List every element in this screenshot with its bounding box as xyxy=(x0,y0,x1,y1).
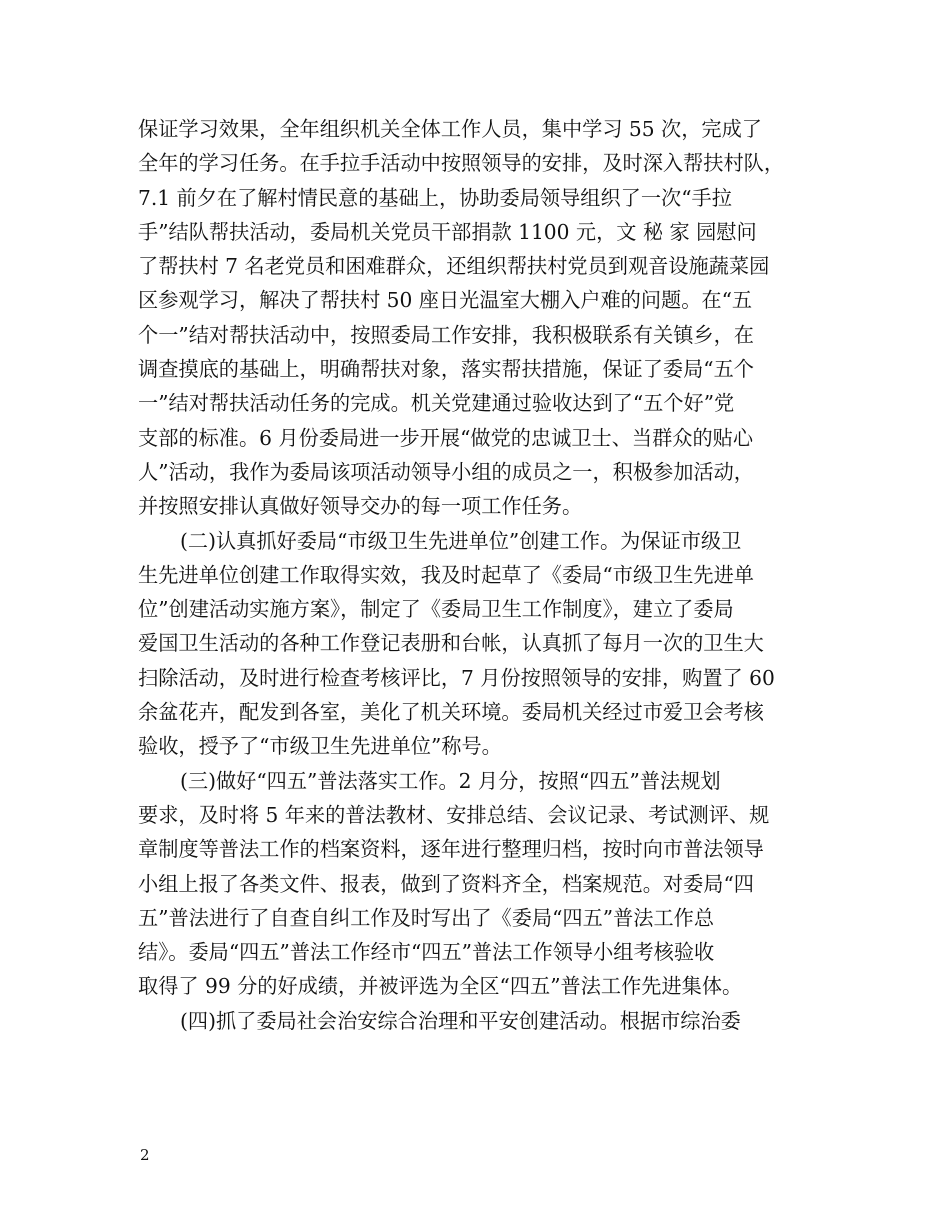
text-line: 验收，授予了“市级卫生先进单位”称号。 xyxy=(138,734,502,759)
text-line: 保证学习效果，全年组织机关全体工作人员，集中学习 55 次，完成了 xyxy=(138,117,762,141)
text-line: 小组上报了各类文件、报表，做到了资料齐全，档案规范。对委局“四 xyxy=(138,871,754,896)
text-line: 要求，及时将 5 年来的普法教材、安排总结、会议记录、考试测评、规 xyxy=(138,802,770,827)
text-line: 五”普法进行了自查自纠工作及时写出了《委局“四五”普法工作总 xyxy=(138,905,715,930)
text-line: 章制度等普法工作的档案资料，逐年进行整理归档，按时向市普法领导 xyxy=(138,837,764,862)
page-number: 2 xyxy=(140,1146,150,1164)
text-line: 生先进单位创建工作取得实效，我及时起草了《委局“市级卫生先进单 xyxy=(138,562,754,587)
text-line: 区参观学习，解决了帮扶村 50 座日光温室大棚入户难的问题。在“五 xyxy=(138,288,753,313)
text-line: 支部的标准。6 月份委局进一步开展“做党的忠诚卫士、当群众的贴心 xyxy=(138,425,754,450)
text-line: 余盆花卉，配发到各室，美化了机关环境。委局机关经过市爱卫会考核 xyxy=(138,700,764,725)
text-line: 7.1 前夕在了解村情民意的基础上，协助委局领导组织了一次“手拉 xyxy=(138,185,732,210)
text-line: 并按照安排认真做好领导交办的每一项工作任务。 xyxy=(138,494,583,519)
text-line: 结》。委局“四五”普法工作经市“四五”普法工作领导小组考核验收 xyxy=(138,940,715,965)
text-line: 取得了 99 分的好成绩，并被评选为全区“四五”普法工作先进集体。 xyxy=(138,974,743,999)
text-line: 手”结队帮扶活动，委局机关党员干部捐款 1100 元，文 秘 家 园慰问 xyxy=(138,219,757,244)
text-line: 了帮扶村 7 名老党员和困难群众，还组织帮扶村党员到观音设施蔬菜园 xyxy=(138,254,770,279)
text-line: 人”活动，我作为委局该项活动领导小组的成员之一，积极参加活动， xyxy=(138,459,754,484)
text-line: 爱国卫生活动的各种工作登记表册和台帐，认真抓了每月一次的卫生大 xyxy=(138,631,764,656)
text-line: (四)抓了委局社会治安综合治理和平安创建活动。根据市综治委 xyxy=(180,1008,741,1033)
text-line: 调查摸底的基础上，明确帮扶对象，落实帮扶措施，保证了委局“五个 xyxy=(138,357,754,382)
text-line: (二)认真抓好委局“市级卫生先进单位”创建工作。为保证市级卫 xyxy=(180,528,742,553)
body-text xyxy=(138,112,838,1038)
text-line: 位”创建活动实施方案》，制定了《委局卫生工作制度》，建立了委局 xyxy=(138,597,734,622)
text-line: 个一”结对帮扶活动中，按照委局工作安排，我积极联系有关镇乡，在 xyxy=(138,322,754,347)
text-line: 全年的学习任务。在手拉手活动中按照领导的安排，及时深入帮扶村队， xyxy=(138,151,785,176)
text-line: 扫除活动，及时进行检查考核评比，7 月份按照领导的安排，购置了 60 xyxy=(138,665,775,690)
text-line: 一”结对帮扶活动任务的完成。机关党建通过验收达到了“五个好”党 xyxy=(138,391,735,416)
text-line: (三)做好“四五”普法落实工作。2 月分，按照“四五”普法规划 xyxy=(180,768,721,793)
